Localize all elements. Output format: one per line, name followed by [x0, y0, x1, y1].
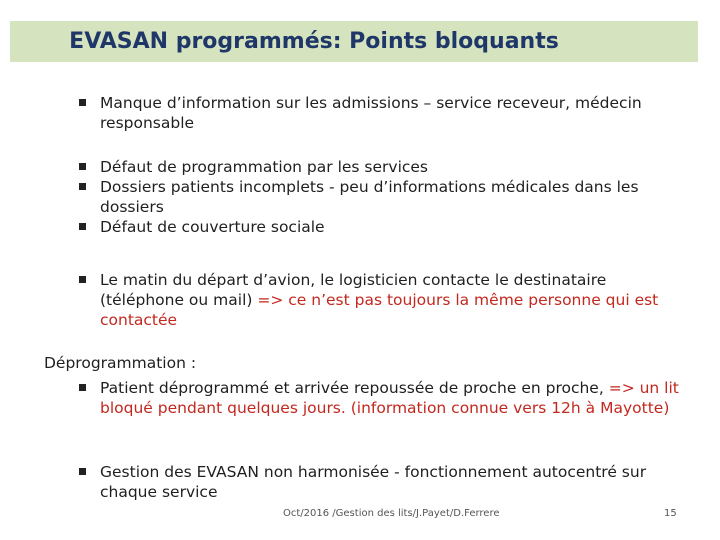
- square-bullet-icon: [79, 468, 86, 475]
- deprogrammation-list: [78, 378, 688, 418]
- bullet-group-3: [78, 270, 688, 330]
- footer-text: Oct/2016 /Gestion des lits/J.Payet/D.Ferrere: [283, 508, 500, 519]
- square-bullet-icon: [79, 163, 86, 170]
- bullet-item: [78, 217, 688, 237]
- square-bullet-icon: [79, 183, 86, 190]
- bullet-text: Défaut de programmation par les services: [100, 158, 429, 176]
- bullet-text: Gestion des EVASAN non harmonisée - fonctionnement autocentré sur chaque service: [100, 463, 647, 501]
- title-bar: [10, 21, 698, 62]
- square-bullet-icon: [79, 223, 86, 230]
- bullet-item: [78, 93, 688, 133]
- square-bullet-icon: [79, 99, 86, 106]
- bullet-text: Manque d’information sur les admissions – service receveur, médecin responsable: [100, 94, 642, 132]
- bullet-text: Défaut de couverture sociale: [100, 218, 325, 236]
- bullet-text: Patient déprogrammé et arrivée repoussée de proche en proche,: [100, 379, 609, 397]
- bullet-highlight-text: => ce n’est pas toujours la même personne qui est contactée: [100, 291, 659, 329]
- bullet-highlight-text: => un lit bloqué pendant quelques jours. (information connue vers 12h à Mayotte): [100, 379, 679, 417]
- square-bullet-icon: [79, 384, 86, 391]
- bullet-item: [78, 157, 688, 177]
- square-bullet-icon: [79, 276, 86, 283]
- bullet-item: [78, 462, 688, 502]
- bullet-group-2: [78, 157, 688, 237]
- bullet-item: [78, 378, 688, 418]
- bullet-item: [78, 270, 688, 330]
- deprogrammation-heading: Déprogrammation :: [44, 354, 197, 372]
- bullet-group-4: [78, 462, 688, 502]
- page-number: 15: [664, 508, 677, 519]
- bullet-text: Dossiers patients incomplets - peu d’informations médicales dans les dossiers: [100, 178, 639, 216]
- slide-title: EVASAN programmés: Points bloquants: [69, 29, 559, 54]
- bullet-item: [78, 177, 688, 217]
- bullet-group-1: [78, 93, 688, 133]
- bullet-text: Le matin du départ d’avion, le logisticien contacte le destinataire (téléphone ou mail): [100, 271, 607, 309]
